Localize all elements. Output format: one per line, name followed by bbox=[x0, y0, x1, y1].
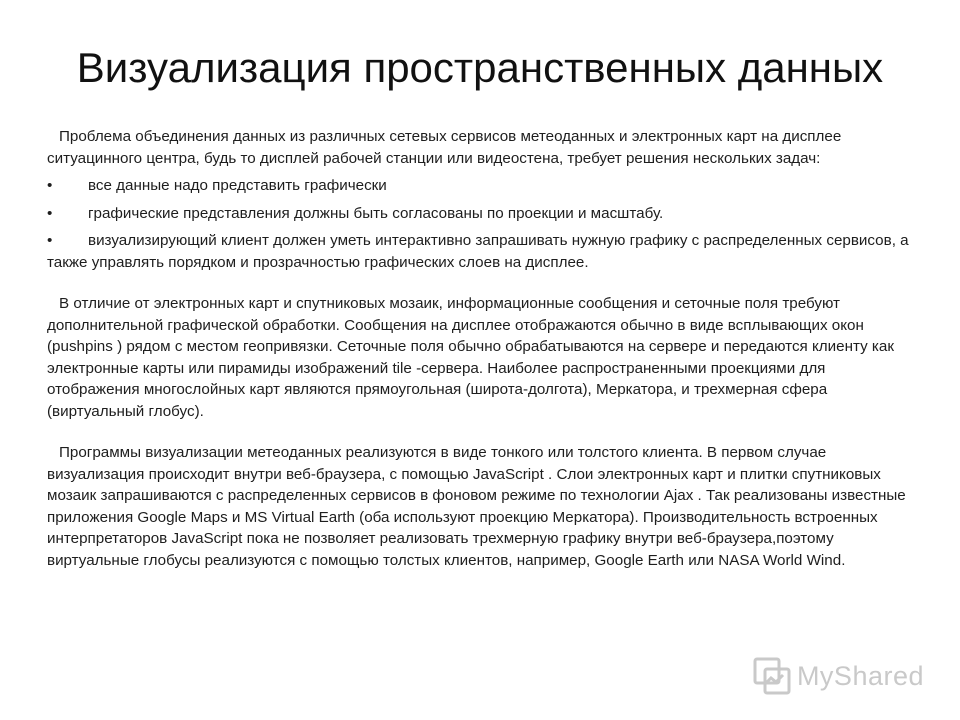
slide-title: Визуализация пространственных данных bbox=[76, 44, 884, 91]
body-paragraph: Программы визуализации метеоданных реализуются в виде тонкого или толстого клиента. В первом случае визуализация происходит внутри веб-браузера, с помощью JavaScript . Слои электронных карт и плитки спутниковых мозаик запрашиваются с распределенных сервисов в фоновом режиме по технологии Ajax . Так реализованы известные приложения Google Maps и MS Virtual Earth (оба используют проекцию Меркатора). Производительность встроенных интерпретаторов JavaScript пока не позволяет реализовать трехмерную графику внутри веб-браузера,поэтому виртуальные глобусы реализуются с помощью толстых клиентов, например, Google Earth или NASA World Wind. bbox=[47, 444, 906, 569]
spacer bbox=[47, 422, 915, 442]
body-paragraph: В отличие от электронных карт и спутниковых мозаик, информационные сообщения и сеточные поля требуют дополнительной графической обработки. Сообщения на дисплее отображаются обычно в виде всплывающих окон (pushpins ) рядом с местом геопривязки. Сеточные поля обычно обрабатываются на сервере и передаются клиенту как электронные карты или пирамиды изображений tile -сервера. Наиболее распространенными проекциями для отображения многослойных карт являются прямоугольная (широта-долгота), Меркатора, и трехмерная сфера (виртуальный глобус). bbox=[47, 295, 894, 420]
slide-body bbox=[47, 126, 915, 571]
bullet-item bbox=[47, 175, 915, 197]
bullet-text: визуализирующий клиент должен уметь интерактивно запрашивать нужную графику с распределенных сервисов, а также управлять порядком и прозрачностью графических слоев на дисплее. bbox=[47, 232, 909, 271]
intro-paragraph: Проблема объединения данных из различных сетевых сервисов метеоданных и электронных карт на дисплее ситуацинного центра, будь то дисплей рабочей станции или видеостена, требует решения нескольких задач: bbox=[47, 128, 842, 167]
spacer bbox=[47, 273, 915, 293]
bullet-text: графические представления должны быть согласованы по проекции и масштабу. bbox=[88, 204, 664, 222]
bullet-marker: • bbox=[47, 232, 53, 249]
watermark bbox=[752, 656, 924, 696]
bullet-marker: • bbox=[47, 177, 53, 194]
bullet-item bbox=[47, 230, 915, 273]
bullet-marker: • bbox=[47, 204, 53, 222]
bullet-item bbox=[47, 203, 915, 225]
bullet-text: все данные надо представить графически bbox=[88, 177, 387, 194]
watermark-text: MyShared bbox=[796, 660, 924, 691]
myshared-logo-icon bbox=[752, 656, 792, 696]
